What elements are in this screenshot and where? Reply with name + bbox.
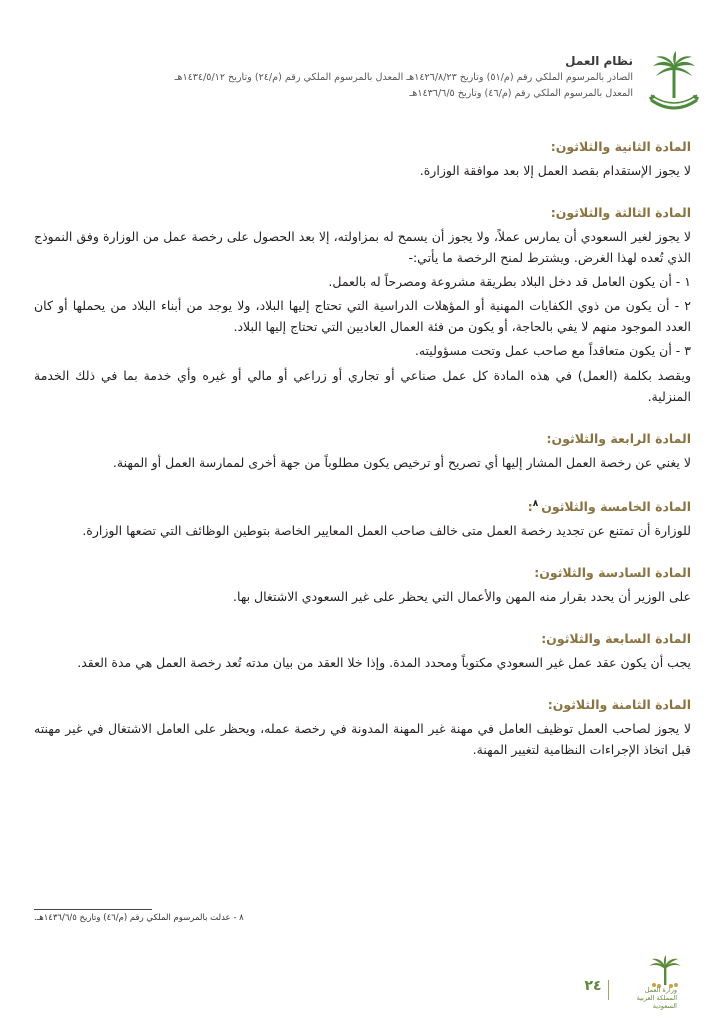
article-heading: المادة السابعة والثلاثون: [541,631,691,647]
article-heading: المادة الثالثة والثلاثون: [550,205,691,220]
article-38 [34,694,691,760]
document-title: نظام العمل [565,54,633,68]
ministry-country: المملكة العربية السعودية [636,994,677,1010]
article-body: لا يجوز لصاحب العمل توظيف العامل في مهنة غير المهنة المدونة في رخصة عمله، ويحظر على العامل الاشتغال في غير مهنته قبل اتخاذ الإجراءات النظامية لتغيير المهنة. [34,721,691,758]
article-36 [34,562,691,607]
article-heading [34,494,691,517]
article-heading: المادة الثامنة والثلاثون: [547,697,691,713]
article-body: يجب أن يكون عقد عمل غير السعودي مكتوباً ومحدد المدة. وإذا خلا العقد من بيان مدته تُعد رخصة العمل هي مدة العقد. [77,655,691,671]
footnote-divider [34,909,152,910]
article-list-item: ١ - أن يكون العامل قد دخل البلاد بطريقة مشروعة ومصرحاً له بالعمل. [328,274,691,289]
ministry-wordmark [625,986,677,1010]
article-35 [34,494,691,541]
footnote-reference: ٨ [532,499,539,509]
article-heading-colon: : [527,499,533,515]
article-37 [34,628,691,673]
article-body: لا يغني عن رخصة العمل المشار إليها أي تصريح أو ترخيص يكون مطلوباً من جهة أخرى لممارسة العمل أو المهنة. [112,455,691,470]
saudi-emblem-icon [645,50,703,116]
article-closing-text: ويقصد بكلمة (العمل) في هذه المادة كل عمل صناعي أو تجاري أو زراعي أو مالي أو غيره وأي خدمة بما في ذلك الخدمة المنزلية. [34,368,691,404]
page-number-divider [608,980,609,1000]
article-heading-text: المادة الخامسة والثلاثون [541,499,691,515]
document-subtitle-line-2: المعدل بالمرسوم الملكي رقم (م/٤٦) وتاريخ ١٤٣٦/٦/٥هـ [409,88,633,99]
article-32 [34,136,691,181]
article-body: لا يجوز الإستقدام بقصد العمل إلا بعد موافقة الوزارة. [419,163,691,178]
article-body: على الوزير أن يحدد بقرار منه المهن والأعمال التي يحظر على غير السعودي الاشتغال بها. [233,589,691,605]
footnote: ٨ - عدلت بالمرسوم الملكي رقم (م/٤٦) وتاريخ ١٤٣٦/٦/٥هـ. [34,913,244,923]
article-body: للوزارة أن تمتنع عن تجديد رخصة العمل متى خالف صاحب العمل المعايير الخاصة بتوطين الوظائف التي تضعها الوزارة. [82,523,691,539]
article-33 [34,202,691,407]
article-heading: المادة الثانية والثلاثون: [550,139,691,154]
document-header [30,52,633,102]
article-list-item: ٢ - أن يكون من ذوي الكفايات المهنية أو المؤهلات الدراسية التي تحتاج إليها البلاد، ولا يوجد من أبناء البلاد من يحملها أو كان العدد الموجود منهم لا يفي بالحاجة، أو يكون من فئة العمال العاديين التي تحتاج إليها البلاد. [34,298,691,334]
ministry-name: وزارة العمل [644,986,677,994]
articles-container [34,136,691,781]
article-heading: المادة السادسة والثلاثون: [534,565,691,581]
page-number: ٢٤ [584,978,602,994]
article-list-item: ٣ - أن يكون متعاقداً مع صاحب عمل وتحت مسؤوليته. [414,343,691,358]
document-subtitle-line-1: الصادر بالمرسوم الملكي رقم (م/٥١) وتاريخ ١٤٢٦/٨/٢٣هـ المعدل بالمرسوم الملكي رقم (م/٢٤) وتاريخ ١٤٣٤/٥/١٢هـ [174,72,633,83]
article-34 [34,428,691,473]
article-body: لا يجوز لغير السعودي أن يمارس عملاً، ولا يجوز أن يسمح له بمزاولته، إلا بعد الحصول على رخصة عمل من الوزارة وفق النموذج الذي تُعده لهذا الغرض. ويشترط لمنح الرخصة ما يأتي:- [34,229,691,265]
article-heading: المادة الرابعة والثلاثون: [546,431,691,446]
